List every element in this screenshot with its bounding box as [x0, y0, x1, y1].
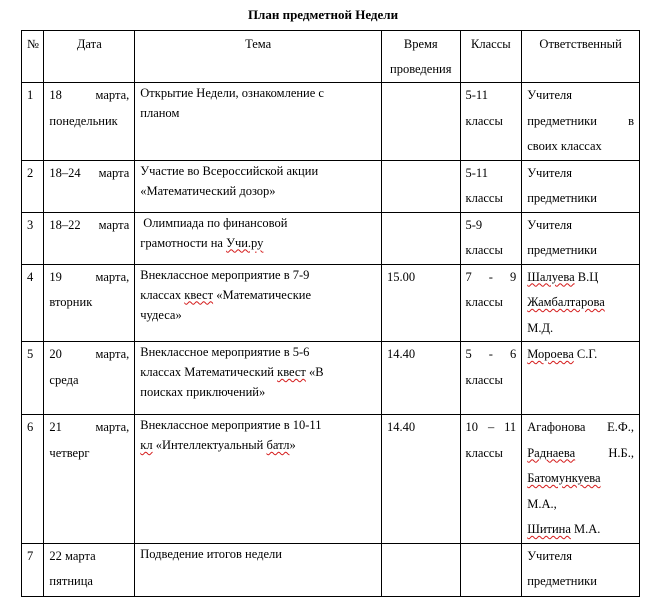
header-classes: Классы [460, 31, 522, 83]
responsible-initials: В.Ц [574, 269, 599, 284]
row-date [44, 83, 135, 161]
topic-text: классах Математический [140, 365, 278, 379]
document-title: План предметной Недели [247, 7, 399, 22]
row-responsible [522, 264, 640, 342]
classes-word: классы [465, 372, 503, 387]
date-month: марта, [95, 420, 130, 434]
date-weekday: пятница [49, 574, 93, 588]
header-time [382, 31, 461, 83]
responsible-surname-flagged: Раднаева [527, 445, 576, 460]
table-row [22, 83, 640, 161]
classes-from: 7 [465, 269, 472, 284]
responsible-line [527, 342, 634, 368]
row-classes [460, 83, 522, 161]
topic-text-flagged: кл [140, 438, 153, 452]
row-topic [135, 342, 382, 415]
topic-line: Внеклассное мероприятие в 7-9 [140, 267, 310, 282]
topic-text: » [289, 438, 296, 452]
table-row [22, 342, 640, 415]
responsible-line: предметники [527, 243, 597, 257]
topic-line: «Математический дозор» [140, 183, 276, 198]
topic-text: грамотности на [140, 235, 227, 250]
classes-from: 5 [465, 347, 472, 361]
topic-line: Внеклассное мероприятие в 10-11 [140, 418, 322, 432]
topic-text: «Интеллектуальный [152, 438, 267, 452]
classes-dash: - [488, 347, 493, 361]
row-topic [135, 83, 382, 161]
date-day: 18 [49, 88, 62, 102]
row-classes [460, 342, 522, 415]
responsible-line [527, 466, 634, 492]
topic-line [140, 285, 376, 305]
row-num: 1 [22, 83, 44, 161]
topic-text-flagged: квест [184, 287, 214, 302]
row-responsible [522, 212, 640, 264]
header-num: № [22, 31, 44, 83]
classes-dash: - [488, 269, 493, 284]
responsible-word: в [628, 113, 634, 128]
classes-dash: – [487, 420, 495, 434]
table-row [22, 415, 640, 544]
header-date: Дата [44, 31, 135, 83]
row-topic [135, 264, 382, 342]
row-classes [460, 415, 522, 544]
row-num: 4 [22, 264, 44, 342]
classes-word: классы [465, 295, 503, 309]
row-date [44, 264, 135, 342]
topic-line: Олимпиада по финансовой [143, 215, 288, 230]
date-weekday: вторник [49, 295, 93, 309]
date-month: марта, [95, 347, 130, 361]
classes-word: классы [465, 243, 503, 257]
date-day: 19 [49, 269, 62, 284]
table-row [22, 160, 640, 212]
date-day-month: 22 марта [49, 548, 96, 563]
row-topic [135, 160, 382, 212]
topic-text-flagged: квест [277, 365, 306, 379]
row-time [382, 160, 461, 212]
row-classes [460, 264, 522, 342]
responsible-initials: М.А. [570, 522, 601, 536]
row-responsible [522, 83, 640, 161]
row-responsible [522, 543, 640, 596]
row-classes [460, 212, 522, 264]
row-num: 5 [22, 342, 44, 415]
header-time-line2: проведения [390, 62, 452, 76]
row-classes [460, 160, 522, 212]
row-topic [135, 543, 382, 596]
responsible-line [527, 517, 634, 543]
responsible-line: своих классах [527, 139, 602, 153]
topic-line: планом [140, 106, 180, 120]
row-date [44, 342, 135, 415]
topic-text: классах [140, 287, 185, 302]
date-weekday: среда [49, 372, 79, 387]
event-plan-table [21, 30, 640, 597]
topic-text-flagged: батл [266, 438, 290, 452]
topic-text-flagged: Учи.ру [226, 235, 264, 250]
responsible-line: М.Д. [527, 320, 554, 335]
classes-to: 11 [504, 420, 517, 434]
date-weekday: понедельник [49, 113, 118, 128]
topic-line [140, 435, 376, 455]
classes-range: 5-11 [465, 165, 488, 180]
row-date [44, 543, 135, 596]
topic-text: «В [305, 365, 324, 379]
topic-line: Участие во Всероссийской акции [140, 163, 319, 178]
row-date [44, 415, 135, 544]
date-month: марта [98, 217, 130, 232]
header-responsible: Ответственный [522, 31, 640, 83]
topic-line: поисках приключений» [140, 385, 266, 399]
table-row [22, 264, 640, 342]
topic-line [140, 362, 376, 382]
header-time-line1: Время [403, 37, 438, 51]
responsible-line: Учителя [527, 165, 573, 180]
row-responsible [522, 160, 640, 212]
date-day: 21 [49, 420, 62, 434]
topic-line: Открытие Недели, ознакомление с [140, 86, 324, 100]
row-num: 2 [22, 160, 44, 212]
responsible-surname: Агафонова [527, 420, 586, 434]
responsible-word: предметники [527, 113, 597, 128]
classes-range: 5-9 [465, 217, 483, 232]
topic-line [140, 233, 376, 253]
topic-text: «Математические [213, 287, 312, 302]
responsible-line: Учителя [527, 88, 573, 102]
row-topic [135, 415, 382, 544]
row-num: 3 [22, 212, 44, 264]
row-classes [460, 543, 522, 596]
date-day: 20 [49, 347, 62, 361]
classes-from: 10 [465, 420, 479, 434]
responsible-line [527, 265, 634, 291]
date-month: марта, [95, 269, 130, 284]
responsible-surname-flagged: Жамбалтарова [527, 295, 605, 309]
row-responsible [522, 415, 640, 544]
responsible-surname-flagged: Шитина [527, 522, 571, 536]
responsible-line: Учителя [527, 548, 573, 563]
row-topic [135, 212, 382, 264]
row-time [382, 543, 461, 596]
responsible-initials: Н.Б., [608, 445, 634, 460]
responsible-line: предметники [527, 191, 597, 205]
table-row [22, 543, 640, 596]
row-time: 14.40 [382, 415, 461, 544]
date-range: 18–24 [49, 165, 81, 180]
topic-line: Внеклассное мероприятие в 5-6 [140, 345, 310, 359]
table-row [22, 212, 640, 264]
classes-word: классы [465, 445, 503, 460]
responsible-surname-flagged: Батомункуева [527, 471, 601, 485]
date-weekday: четверг [49, 445, 90, 460]
responsible-surname-flagged: Шалуева [527, 269, 575, 284]
topic-line: Подведение итогов недели [140, 546, 282, 561]
classes-word: классы [465, 191, 503, 205]
row-time [382, 83, 461, 161]
responsible-initials: Е.Ф., [607, 420, 634, 434]
date-range: 18–22 [49, 217, 81, 232]
date-month: марта, [95, 88, 130, 102]
row-date [44, 160, 135, 212]
classes-word: классы [465, 113, 503, 128]
row-time: 15.00 [382, 264, 461, 342]
topic-line: чудеса» [140, 307, 182, 322]
row-time: 14.40 [382, 342, 461, 415]
date-month: марта [98, 165, 130, 180]
row-date [44, 212, 135, 264]
row-time [382, 212, 461, 264]
classes-to: 6 [509, 347, 517, 361]
responsible-initials: С.Г. [573, 347, 598, 361]
classes-to: 9 [509, 269, 517, 284]
row-num: 6 [22, 415, 44, 544]
table-header-row [22, 31, 640, 83]
row-responsible [522, 342, 640, 415]
responsible-line: М.А., [527, 496, 557, 511]
responsible-line: Учителя [527, 217, 573, 232]
responsible-line [527, 290, 634, 316]
classes-range: 5-11 [465, 88, 488, 102]
responsible-surname-flagged: Мороева [527, 347, 574, 361]
header-topic: Тема [135, 31, 382, 83]
responsible-line: предметники [527, 574, 597, 588]
row-num: 7 [22, 543, 44, 596]
